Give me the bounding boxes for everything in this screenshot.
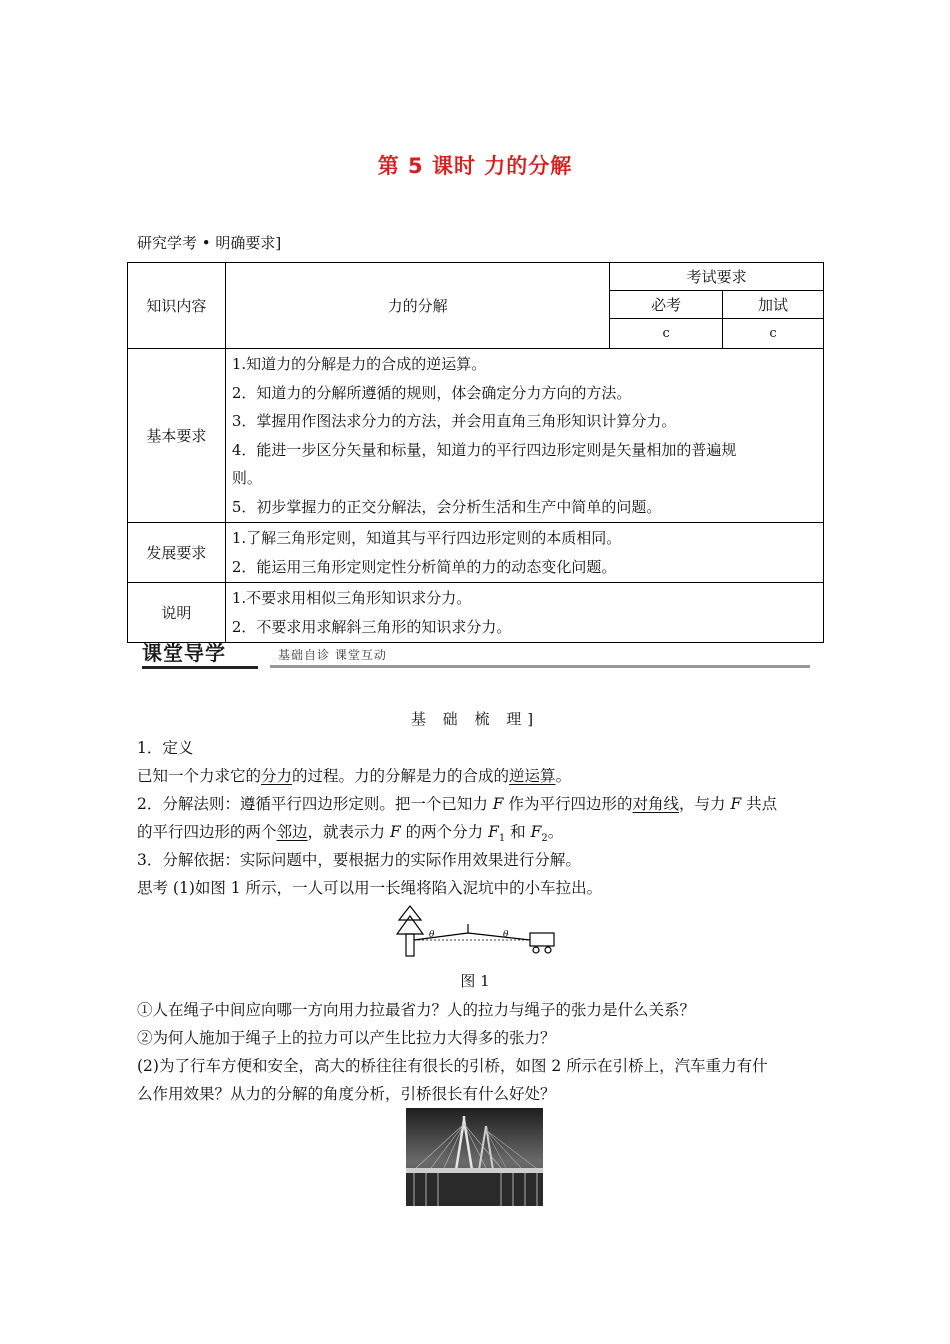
question-1: ①人在绳子中间应向哪一方向用力拉最省力？人的拉力与绳子的张力是什么关系？: [137, 1001, 696, 1019]
notes-label: 说明: [128, 583, 226, 643]
banner-subtitle: 基础自诊 课堂互动: [278, 648, 387, 662]
banner-divider: [270, 665, 810, 668]
list-item: 2．能运用三角形定则定性分析简单的力的动态变化问题。: [231, 557, 617, 576]
list-item: 5．初步掌握力的正交分解法，会分析生活和生产中简单的问题。: [231, 497, 662, 516]
development-requirements-list: [225, 523, 823, 583]
question-3-line1: (2)为了行车方便和安全，高大的桥往往有很长的引桥，如图 2 所示在引桥上，汽车重力有什: [137, 1057, 768, 1075]
list-item: 则。: [231, 469, 262, 487]
list-item: 4．能进一步区分矢量和标量，知道力的平行四边形定则是矢量相加的普遍规: [231, 440, 737, 459]
knowledge-label: 知识内容: [128, 263, 226, 349]
knowledge-value: 力的分解: [225, 263, 609, 349]
figure-1-diagram: [395, 900, 560, 960]
list-item: 2．知道力的分解所遵循的规则，体会确定分力方向的方法。: [231, 383, 632, 402]
list-item: 1.知道力的分解是力的合成的逆运算。: [231, 355, 487, 373]
page-title: 第 5 课时 力的分解: [377, 154, 573, 178]
bridge-photo: [406, 1108, 543, 1206]
theta-right: θ: [503, 930, 509, 940]
exam-requirement-header: 考试要求: [610, 263, 824, 291]
list-item: 3．掌握用作图法求分力的方法，并会用直角三角形知识计算分力。: [231, 412, 677, 430]
list-item: 1.了解三角形定则，知道其与平行四边形定则的本质相同。: [231, 529, 622, 547]
basic-requirements-label: 基本要求: [128, 349, 226, 523]
extra-exam-header: 加试: [723, 291, 824, 319]
required-level: c: [610, 319, 723, 349]
question-2: ②为何人施加于绳子上的拉力可以产生比拉力大得多的张力？: [137, 1029, 556, 1047]
definition-text: 已知一个力求它的分力的过程。力的分解是力的合成的逆运算。: [137, 767, 572, 785]
think-question: 思考 (1)如图 1 所示，一人可以用一长绳将陷入泥坑中的小车拉出。: [137, 879, 603, 897]
section-heading: 基 础 梳 理]: [410, 710, 540, 728]
basis-text: 3．分解依据：实际问题中，要根据力的实际作用效果进行分解。: [137, 851, 581, 869]
list-item: 1.不要求用相似三角形知识求分力。: [231, 589, 472, 607]
required-exam-header: 必考: [610, 291, 723, 319]
basic-requirements-list: [225, 349, 823, 523]
figure-1-caption: 图 1: [460, 972, 490, 990]
section-subhead: 研究学考 • 明确要求]: [137, 234, 282, 252]
notes-list: [225, 583, 823, 643]
cable-stayed-bridge-image: [406, 1108, 543, 1206]
banner-title: 课堂导学: [142, 640, 258, 669]
development-requirements-label: 发展要求: [128, 523, 226, 583]
definition-heading: 1．定义: [137, 739, 194, 757]
classroom-banner: [142, 640, 810, 670]
question-3-line2: 么作用效果？从力的分解的角度分析，引桥很长有什么好处？: [137, 1085, 556, 1103]
tree-rope-cart-illustration: [395, 900, 560, 960]
requirements-table: [127, 262, 824, 643]
rule-text-line2: 的平行四边形的两个邻边，就表示力 F 的两个分力 $F_1$ 和 $F_2$。: [137, 823, 564, 845]
list-item: 2．不要求用求解斜三角形的知识求分力。: [231, 617, 512, 636]
theta-left: θ: [429, 930, 435, 940]
rule-text-line1: 2．分解法则：遵循平行四边形定则。把一个已知力 F 作为平行四边形的对角线，与力 F 共点: [137, 795, 778, 813]
extra-level: c: [723, 319, 824, 349]
